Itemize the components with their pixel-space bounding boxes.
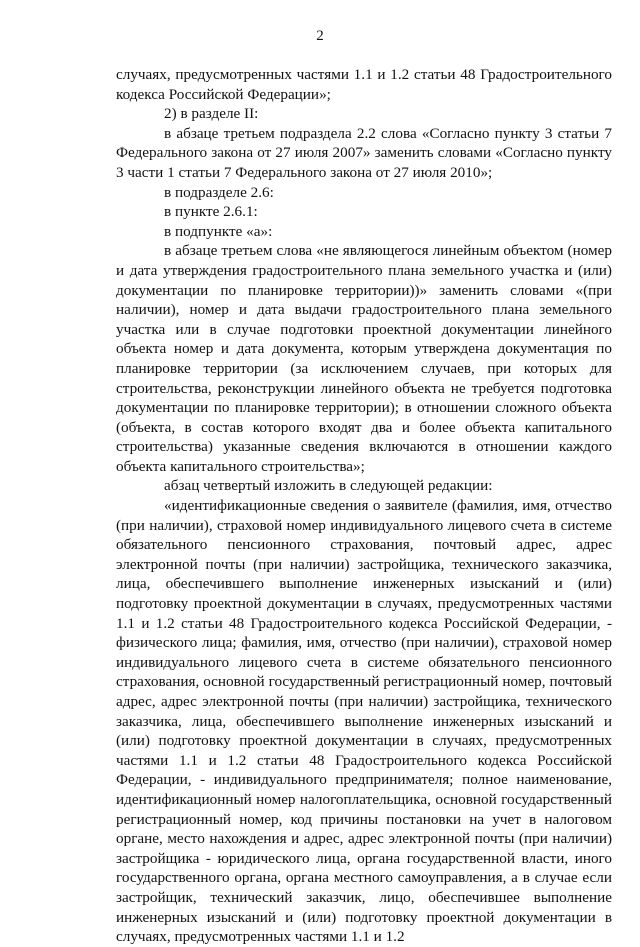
paragraph: в абзаце третьем подраздела 2.2 слова «Согласно пункту 3 статьи 7 Федерального закона от 27 июля 2007» заменить словами «Согласно пункту 3 части 1 статьи 7 Федерального закона от 27 июля 2010»; xyxy=(116,124,612,181)
document-body xyxy=(116,65,612,947)
paragraph: в абзаце третьем слова «не являющегося линейным объектом (номер и дата утверждения градостроительного плана земельного участка и (или) документации по планировке территории))» заменить словами «(при наличии), номер и дата выдачи градостроительного плана земельного участка или в случае подготовки проектной документации линейного объекта номер и дата документа, которым утверждена документация по планировке территории (за исключением случаев, при которых для строительства, реконструкции линейного объекта не требуется подготовка документации по планировке территории); в отношении сложного объекта (объекта, в состав которого входят два и более объекта капитального строительства) указанные сведения включаются в отношении каждого объекта капитального строительства»; xyxy=(116,242,612,475)
paragraph: в подпункте «а»: xyxy=(164,222,273,240)
paragraph: 2) в разделе II: xyxy=(164,105,259,123)
paragraph: в подразделе 2.6: xyxy=(164,183,274,201)
paragraph: абзац четвертый изложить в следующей редакции: xyxy=(164,477,493,495)
paragraph: случаях, предусмотренных частями 1.1 и 1.2 статьи 48 Градостроительного кодекса Российской Федерации»; xyxy=(116,66,612,103)
page-number: 2 xyxy=(316,28,324,44)
paragraph: «идентификационные сведения о заявителе (фамилия, имя, отчество (при наличии), страховой номер индивидуального лицевого счета в системе обязательного пенсионного страхования, почтовый адрес, адрес электронной почты (при наличии) застройщика, технического заказчика, лица, обеспечившего выполнение инженерных изысканий и (или) подготовку проектной документации в случаях, предусмотренных частями 1.1 и 1.2 статьи 48 Градостроительного кодекса Российской Федерации, - физического лица; фамилия, имя, отчество (при наличии), страховой номер индивидуального лицевого счета в системе обязательного пенсионного страхования, основной государственный регистрационный номер, почтовый адрес, адрес электронной почты (при наличии) застройщика, технического заказчика, лица, обеспечившего выполнение инженерных изысканий и (или) подготовку проектной документации в случаях, предусмотренных частями 1.1 и 1.2 статьи 48 Градостроительного кодекса Российской Федерации, - индивидуального предпринимателя; полное наименование, идентификационный номер налогоплательщика, основной государственный регистрационный номер, код причины постановки на учет в налоговом органе, место нахождения и адрес, адрес электронной почты (при наличии) застройщика - юридического лица, органа государственной власти, иного государственного органа, органа местного самоуправления, а в случае если застройщик, технический заказчик, лицо, обеспечившее выполнение инженерных изысканий и (или) подготовку проектной документации в случаях, предусмотренных частями 1.1 и 1.2 xyxy=(116,497,612,946)
paragraph: в пункте 2.6.1: xyxy=(164,203,258,221)
